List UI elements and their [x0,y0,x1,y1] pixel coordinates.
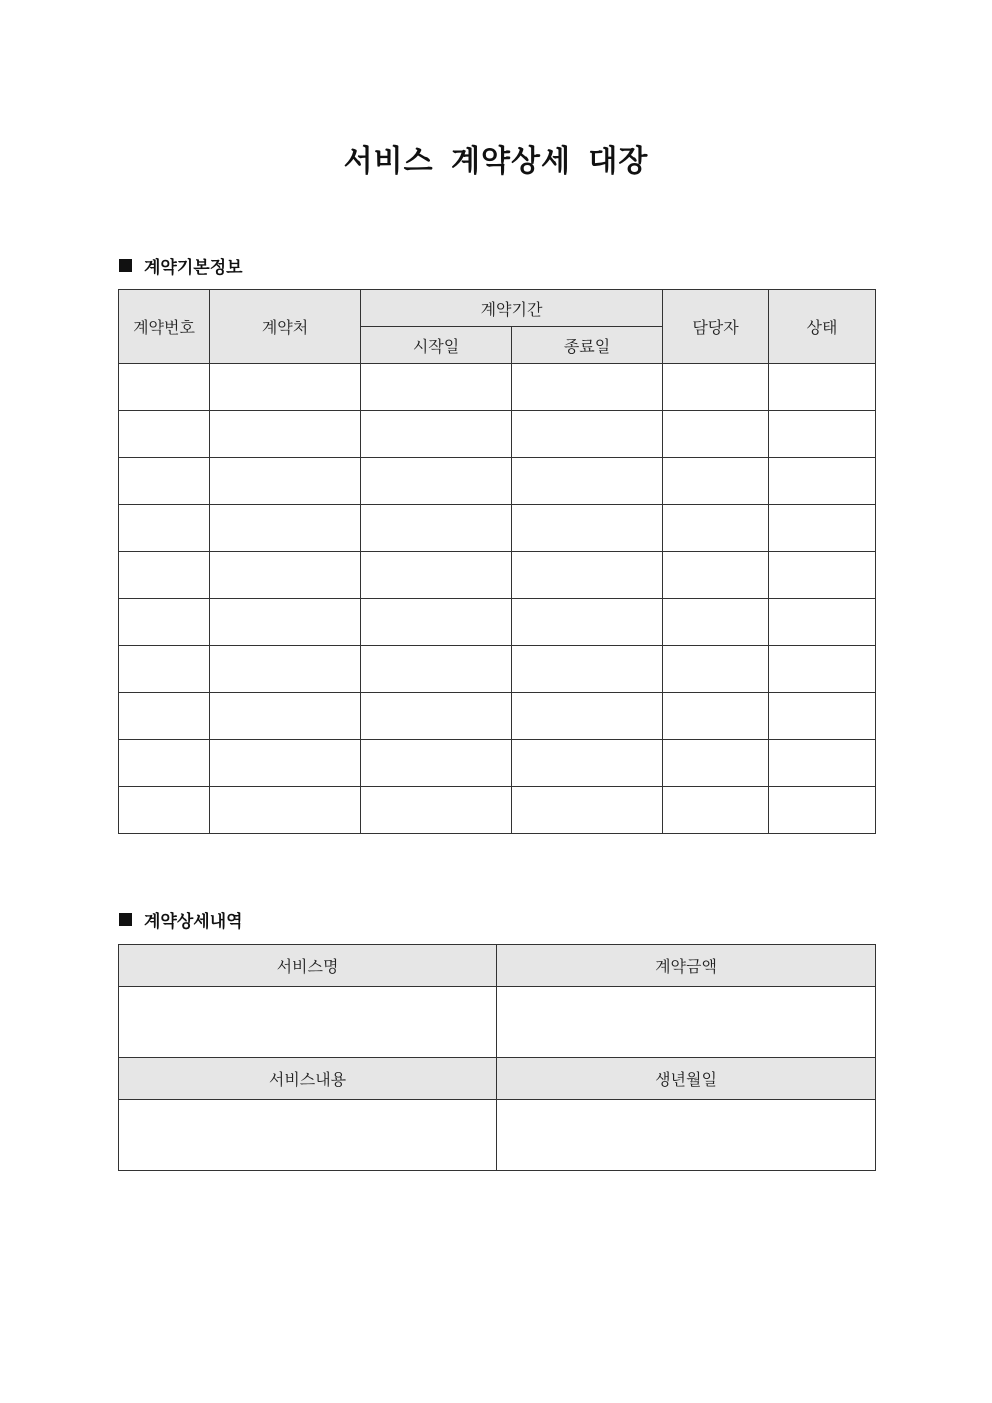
cell-end-date[interactable] [512,458,663,505]
table-row [119,411,876,458]
square-bullet-icon [119,913,132,926]
cell-manager[interactable] [663,411,769,458]
cell-contractor[interactable] [210,458,361,505]
cell-contract-no[interactable] [119,552,210,599]
cell-contract-no[interactable] [119,364,210,411]
section-heading-label: 계약기본정보 [144,258,243,278]
table-row [119,599,876,646]
cell-contractor[interactable] [210,740,361,787]
cell-manager[interactable] [663,364,769,411]
cell-manager[interactable] [663,787,769,834]
cell-start-date[interactable] [361,599,512,646]
contract-detail-table [118,944,876,1171]
header-service-name: 서비스명 [119,945,497,987]
cell-end-date[interactable] [512,787,663,834]
cell-status[interactable] [769,693,876,740]
cell-contractor[interactable] [210,411,361,458]
cell-manager[interactable] [663,599,769,646]
table-row [119,787,876,834]
cell-status[interactable] [769,740,876,787]
cell-service-name[interactable] [119,987,497,1058]
cell-contract-no[interactable] [119,740,210,787]
cell-end-date[interactable] [512,693,663,740]
cell-manager[interactable] [663,552,769,599]
header-contract-period: 계약기간 [361,290,663,327]
cell-end-date[interactable] [512,599,663,646]
cell-contract-no[interactable] [119,646,210,693]
cell-manager[interactable] [663,646,769,693]
header-service-content: 서비스내용 [119,1058,497,1100]
cell-status[interactable] [769,411,876,458]
cell-start-date[interactable] [361,458,512,505]
cell-end-date[interactable] [512,411,663,458]
cell-status[interactable] [769,552,876,599]
document-title: 서비스 계약상세 대장 [343,144,649,179]
header-start-date: 시작일 [361,327,512,364]
cell-manager[interactable] [663,458,769,505]
section-heading-label: 계약상세내역 [144,912,243,932]
cell-contract-no[interactable] [119,693,210,740]
header-birth-date: 생년월일 [497,1058,876,1100]
cell-start-date[interactable] [361,552,512,599]
cell-contractor[interactable] [210,599,361,646]
cell-contract-amount[interactable] [497,987,876,1058]
cell-start-date[interactable] [361,646,512,693]
cell-contractor[interactable] [210,646,361,693]
cell-contractor[interactable] [210,364,361,411]
cell-service-content[interactable] [119,1100,497,1171]
cell-start-date[interactable] [361,364,512,411]
table-row [119,740,876,787]
header-manager: 담당자 [663,290,769,364]
cell-status[interactable] [769,364,876,411]
cell-start-date[interactable] [361,740,512,787]
cell-end-date[interactable] [512,740,663,787]
table-row [119,505,876,552]
header-contract-no: 계약번호 [119,290,210,364]
cell-contractor[interactable] [210,505,361,552]
cell-end-date[interactable] [512,505,663,552]
header-contractor: 계약처 [210,290,361,364]
table-row [119,364,876,411]
section-heading-basic-info [119,253,243,278]
cell-status[interactable] [769,787,876,834]
cell-contract-no[interactable] [119,599,210,646]
cell-manager[interactable] [663,740,769,787]
cell-status[interactable] [769,505,876,552]
cell-end-date[interactable] [512,646,663,693]
cell-end-date[interactable] [512,552,663,599]
table-row [119,693,876,740]
cell-status[interactable] [769,599,876,646]
cell-manager[interactable] [663,693,769,740]
section-heading-contract-details [119,907,243,932]
cell-contract-no[interactable] [119,458,210,505]
table-row [119,646,876,693]
header-status: 상태 [769,290,876,364]
cell-start-date[interactable] [361,693,512,740]
cell-contractor[interactable] [210,787,361,834]
cell-contract-no[interactable] [119,505,210,552]
table-row [119,552,876,599]
cell-status[interactable] [769,458,876,505]
cell-manager[interactable] [663,505,769,552]
header-end-date: 종료일 [512,327,663,364]
cell-end-date[interactable] [512,364,663,411]
cell-birth-date[interactable] [497,1100,876,1171]
cell-start-date[interactable] [361,411,512,458]
table-row [119,458,876,505]
cell-start-date[interactable] [361,787,512,834]
basic-info-table [118,289,876,834]
cell-contract-no[interactable] [119,787,210,834]
cell-contractor[interactable] [210,693,361,740]
header-contract-amount: 계약금액 [497,945,876,987]
cell-contract-no[interactable] [119,411,210,458]
basic-info-table-body [119,364,876,834]
square-bullet-icon [119,259,132,272]
cell-start-date[interactable] [361,505,512,552]
cell-status[interactable] [769,646,876,693]
cell-contractor[interactable] [210,552,361,599]
